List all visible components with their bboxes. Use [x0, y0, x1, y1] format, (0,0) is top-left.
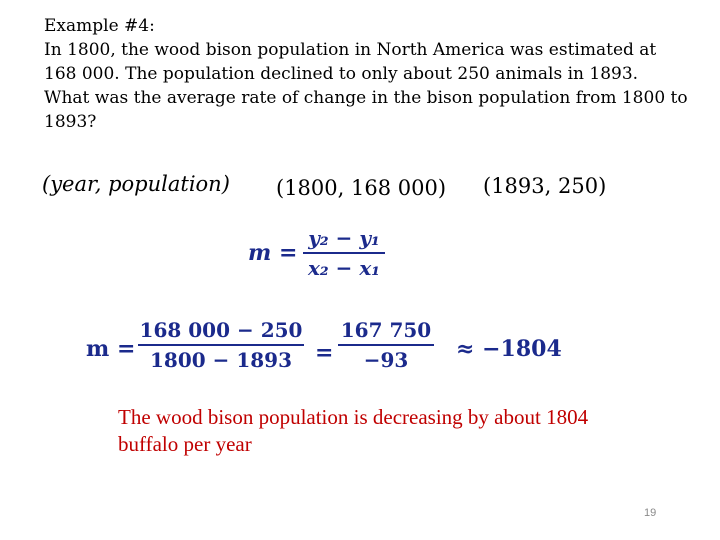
slope-formula-numerator: y₂ − y₁: [308, 226, 380, 250]
problem-line: 168 000. The population declined to only about 250 animals in 1893.: [44, 64, 639, 84]
point-two: (1893, 250): [483, 174, 607, 198]
slope-formula-fraction: [303, 226, 385, 280]
calculation-fraction-two: [338, 318, 434, 372]
calculation-denominator-one: 1800 − 1893: [149, 348, 292, 372]
problem-statement: [44, 14, 694, 134]
page-number: 19: [644, 507, 657, 519]
pair-label: (year, population): [42, 172, 230, 196]
calculation-numerator-one: 168 000 − 250: [139, 318, 303, 342]
problem-line: In 1800, the wood bison population in North America was estimated at: [44, 40, 657, 60]
calculation-lhs: m =: [86, 336, 136, 362]
slope-formula-denominator: x₂ − x₁: [307, 256, 381, 280]
calculation-equals: =: [315, 340, 334, 366]
calculation-numerator-two: 167 750: [340, 318, 432, 342]
fraction-bar: [338, 344, 434, 346]
conclusion-text: The wood bison population is decreasing by about 1804 buffalo per year: [118, 405, 589, 456]
calculation-fraction-one: [138, 318, 304, 372]
fraction-bar: [303, 252, 385, 254]
problem-line: Example #4:: [44, 16, 155, 36]
calculation-denominator-two: −93: [363, 348, 409, 372]
problem-line: What was the average rate of change in the bison population from 1800 to: [44, 88, 688, 108]
calculation-result: ≈ −1804: [456, 336, 562, 362]
slope-formula-lhs: m =: [248, 240, 298, 266]
fraction-bar: [138, 344, 304, 346]
problem-line: 1893?: [44, 112, 97, 132]
point-one: (1800, 168 000): [276, 176, 447, 200]
